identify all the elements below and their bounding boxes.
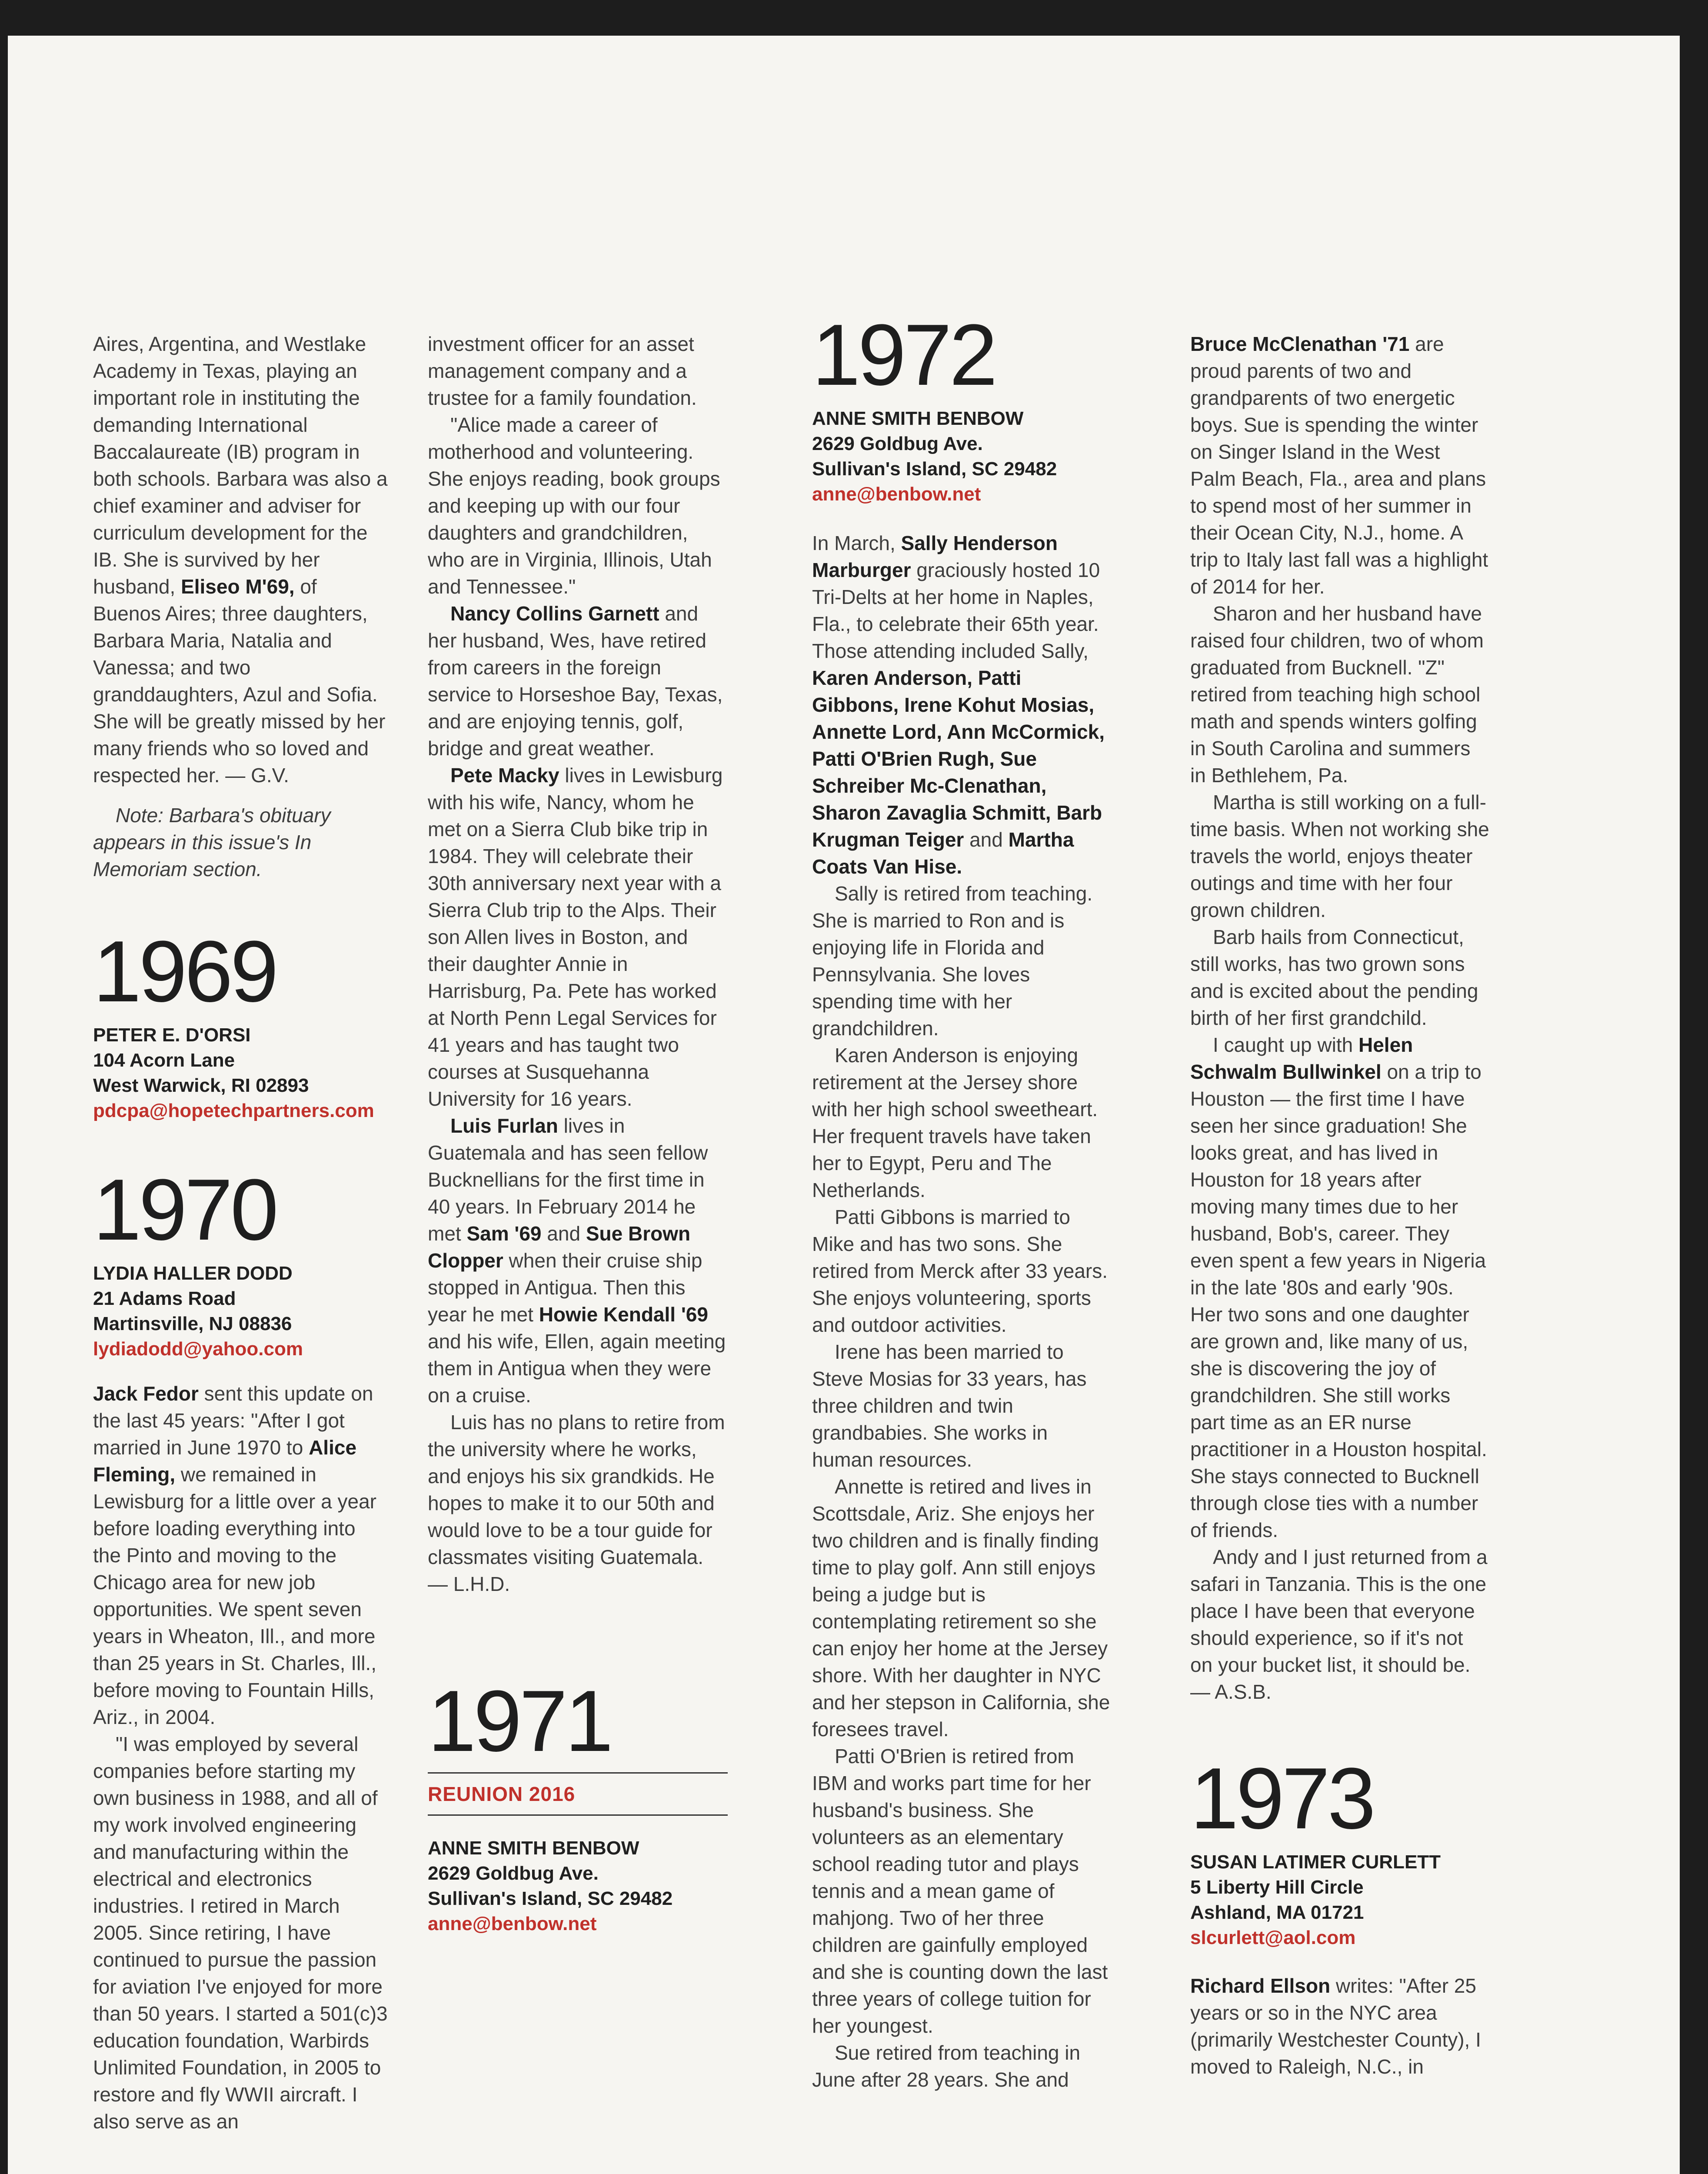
- luis-paragraph-2: Luis has no plans to retire from the university where he works, and enjoys his six grandkids. He hopes to make it to our 50th and would love to be a tour guide for classmates visiting Guatemala. — L.H.D.: [428, 1411, 725, 1595]
- email-link[interactable]: slcurlett@aol.com: [1190, 1927, 1356, 1948]
- year-heading-1972: 1972: [812, 307, 995, 403]
- year-heading-1973: 1973: [1190, 1750, 1373, 1847]
- alice-paragraph: "Alice made a career of motherhood and volunteering. She enjoys reading, book groups and keeping up with our four daughters and grandchildren, who are in Virginia, Illinois, Utah and Tennessee.": [428, 413, 720, 598]
- bruce-paragraph: Bruce McClenathan '71 are proud parents of two and grandparents of two energetic boys. Sue is spending the winter on Singer Island in the West Palm Beach, Fla., area and plans to spend most of her summer in their Ocean City, N.J., home. A trip to Italy last fall was a highlight of 2014 for her.: [1190, 333, 1488, 598]
- patti-paragraph: Patti Gibbons is married to Mike and has two sons. She retired from Merck after 33 years. She enjoys volunteering, sports and outdoor activities.: [812, 1206, 1108, 1336]
- jack-paragraph: Jack Fedor sent this update on the last 45 years: "After I got married in June 1970 to Alice Fleming, we remained in Lewisburg for a little over a year before loading everything into the Pinto and moving to the Chicago area for new job opportunities. We spent seven years in Wheaton, Ill., and more than 25 years in St. Charles, Ill., before moving to Fountain Hills, Ariz., in 2004.: [93, 1382, 376, 1728]
- class-contact-1973: SUSAN LATIMER CURLETT 5 Liberty Hill Circle Ashland, MA 01721 slcurlett@aol.com: [1190, 1850, 1490, 1951]
- obituary-note: Note: Barbara's obituary appears in this issue's In Memoriam section.: [93, 804, 331, 880]
- column-4: [1190, 330, 1490, 2080]
- annette-paragraph: Annette is retired and lives in Scottsdale, Ariz. She enjoys her two children and is finally finding time to play golf. Ann still enjoys being a judge but is contemplating retirement so she can enjoy her home at the Jersey shore. With her daughter in NYC and her stepson in California, she foresees travel.: [812, 1475, 1110, 1741]
- march-paragraph: In March, Sally Henderson Marburger graciously hosted 10 Tri-Delts at her home in Naples, Fla., to celebrate their 65th year. Those attending included Sally, Karen Anderson, Patti Gibbons, Irene Kohut Mosias, Annette Lord, Ann McCormick, Patti O'Brien Rugh, Sue Schreiber Mc-Clenathan, Sharon Zavaglia Schmitt, Barb Krugman Teiger and Martha Coats Van Hise.: [812, 532, 1105, 878]
- nancy-paragraph: Nancy Collins Garnett and her husband, Wes, have retired from careers in the foreign service to Horseshoe Bay, Texas, and are enjoying tennis, golf, bridge and great weather.: [428, 602, 723, 760]
- pete-paragraph: Pete Macky lives in Lewisburg with his wife, Nancy, whom he met on a Sierra Club bike trip in 1984. They will celebrate their 30th anniversary next year with a Sierra Club trip to the Alps. Their son Allen lives in Boston, and their daughter Annie in Harrisburg, Pa. Pete has worked at North Penn Legal Services for 41 years and has taught two courses at Susquehanna University for 16 years.: [428, 764, 723, 1110]
- helen-paragraph: I caught up with Helen Schwalm Bullwinkel on a trip to Houston — the first time I have seen her since graduation! She looks great, and has lived in Houston for 18 years after moving many times due to her husband, Bob's, career. They even spent a few years in Nigeria in the late '80s and early '90s. Her two sons and one daughter are grown and, like many of us, she is discovering the joy of grandchildren. She still works part time as an ER nurse practitioner in a Houston hospital. She stays connected to Bucknell through close ties with a number of friends.: [1190, 1034, 1487, 1541]
- name-eliseo: Eliseo M'69,: [181, 575, 295, 598]
- magazine-page: [8, 36, 1680, 2174]
- year-heading-1969: 1969: [93, 923, 276, 1020]
- richard-paragraph: Richard Ellson writes: "After 25 years or so in the NYC area (primarily Westchester County), I moved to Raleigh, N.C., in: [1190, 1974, 1481, 2078]
- luis-paragraph: Luis Furlan lives in Guatemala and has seen fellow Bucknellians for the first time in 40 years. In February 2014 he met Sam '69 and Sue Brown Clopper when their cruise ship stopped in Antigua. Then this year he met Howie Kendall '69 and his wife, Ellen, again meeting them in Antigua when they were on a cruise.: [428, 1114, 726, 1407]
- year-heading-1970: 1970: [93, 1161, 276, 1258]
- reunion-banner: REUNION 2016: [428, 1772, 728, 1816]
- sue-paragraph: Sue retired from teaching in June after 28 years. She and: [812, 2041, 1081, 2091]
- email-link[interactable]: anne@benbow.net: [812, 483, 981, 505]
- martha-paragraph: Martha is still working on a full-time basis. When not working she travels the world, enjoys theater outings and time with her four grown children.: [1190, 791, 1489, 921]
- sharon-paragraph: Sharon and her husband have raised four children, two of whom graduated from Bucknell. "Z" retired from teaching high school math and spends winters golfing in South Carolina and summers in Bethlehem, Pa.: [1190, 602, 1484, 787]
- column-1: [93, 330, 389, 2135]
- email-link[interactable]: lydiadodd@yahoo.com: [93, 1338, 303, 1360]
- class-contact-1972: ANNE SMITH BENBOW 2629 Goldbug Ave. Sullivan's Island, SC 29482 anne@benbow.net: [812, 406, 1112, 507]
- year-heading-1971: 1971: [428, 1673, 611, 1770]
- email-link[interactable]: anne@benbow.net: [428, 1913, 597, 1934]
- class-contact-1970: LYDIA HALLER DODD 21 Adams Road Martinsville, NJ 08836 lydiadodd@yahoo.com: [93, 1261, 389, 1362]
- column-2: [428, 330, 728, 1955]
- investment-paragraph: investment officer for an asset management company and a trustee for a family foundation.: [428, 333, 697, 409]
- email-link[interactable]: pdcpa@hopetechpartners.com: [93, 1100, 374, 1121]
- sally-paragraph: Sally is retired from teaching. She is married to Ron and is enjoying life in Florida and Pennsylvania. She loves spending time with her grandchildren.: [812, 882, 1093, 1040]
- irene-paragraph: Irene has been married to Steve Mosias for 33 years, has three children and twin grandbabies. She works in human resources.: [812, 1340, 1087, 1471]
- class-contact-1971: ANNE SMITH BENBOW 2629 Goldbug Ave. Sullivan's Island, SC 29482 anne@benbow.net: [428, 1836, 728, 1937]
- andy-paragraph: Andy and I just returned from a safari in Tanzania. This is the one place I have been that everyone should experience, so if it's not on your bucket list, it should be. — A.S.B.: [1190, 1546, 1488, 1703]
- barbara-paragraph: Aires, Argentina, and Westlake Academy in Texas, playing an important role in instituting the demanding International Baccalaureate (IB) program in both schools. Barbara was also a chief examiner and adviser for curriculum development for the IB. She is survived by her husband, Eliseo M'69, of Buenos Aires; three daughters, Barbara Maria, Natalia and Vanessa; and two granddaughters, Azul and Sofia. She will be greatly missed by her many friends who so loved and respected her. — G.V.: [93, 333, 388, 787]
- karen-paragraph: Karen Anderson is enjoying retirement at the Jersey shore with her high school sweetheart. Her frequent travels have taken her to Egypt, Peru and The Netherlands.: [812, 1044, 1098, 1201]
- column-3: [812, 307, 1112, 2093]
- barb-paragraph: Barb hails from Connecticut, still works, has two grown sons and is excited about the pending birth of her first grandchild.: [1190, 926, 1478, 1029]
- class-contact-1969: PETER E. D'ORSI 104 Acorn Lane West Warwick, RI 02893 pdcpa@hopetechpartners.com: [93, 1023, 389, 1124]
- patti-obrien-paragraph: Patti O'Brien is retired from IBM and works part time for her husband's business. She volunteers as an elementary school reading tutor and plays tennis and a mean game of mahjong. Two of her three children are gainfully employed and she is counting down the last three years of college tuition for her youngest.: [812, 1745, 1108, 2037]
- employed-paragraph: "I was employed by several companies before starting my own business in 1988, and all of my work involved engineering and manufacturing within the electrical and electronics industries. I retired in March 2005. Since retiring, I have continued to pursue the passion for aviation I've enjoyed for more than 50 years. I started a 501(c)3 education foundation, Warbirds Unlimited Foundation, in 2005 to restore and fly WWII aircraft. I also serve as an: [93, 1733, 388, 2133]
